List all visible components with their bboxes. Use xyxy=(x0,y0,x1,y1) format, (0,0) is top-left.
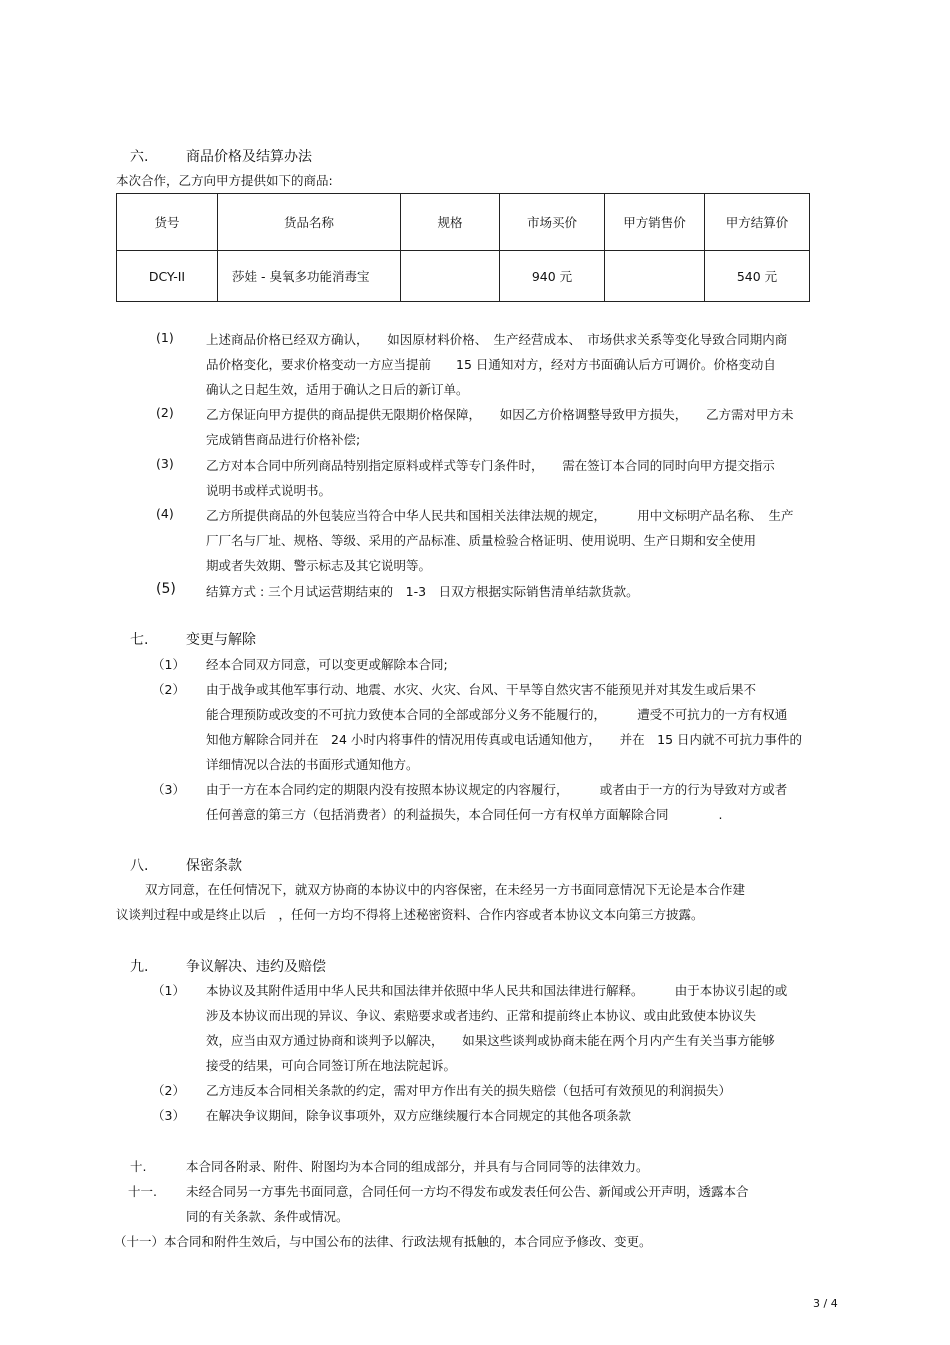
section-10-number: 十. xyxy=(130,1159,147,1174)
item-line: 说明书或样式说明书。 xyxy=(206,483,332,498)
item-number: (5) xyxy=(156,581,176,597)
table-header-cell: 货品名称 xyxy=(218,194,401,251)
table-header-cell: 甲方销售价 xyxy=(605,194,705,251)
section-6-intro: 本次合作，乙方向甲方提供如下的商品: xyxy=(116,173,333,188)
item-line: 确认之日起生效，适用于确认之日后的新订单。 xyxy=(206,382,469,397)
table-header-row xyxy=(117,194,810,251)
item-line: 本协议及其附件适用中华人民共和国法律并依照中华人民共和国法律进行解释。 由于本协议引起的或 xyxy=(206,983,788,998)
section-8-number: 八. xyxy=(130,858,149,874)
item-line: 上述商品价格已经双方确认， 如因原材料价格、 生产经营成本、 市场供求关系等变化导致合同期内商 xyxy=(206,332,788,347)
table-header-cell: 甲方结算价 xyxy=(705,194,810,251)
section-6-title: 商品价格及结算办法 xyxy=(186,149,312,165)
section-7-title: 变更与解除 xyxy=(186,632,256,648)
table-row xyxy=(117,251,810,302)
item-line: 乙方所提供商品的外包装应当符合中华人民共和国相关法律法规的规定， 用中文标明产品名称、 生产 xyxy=(206,508,794,523)
item-line: 完成销售商品进行价格补偿; xyxy=(206,432,361,447)
section-11-line: 未经合同另一方事先书面同意，合同任何一方均不得发布或发表任何公告、新闻或公开声明，透露本合 xyxy=(186,1184,749,1199)
item-line: 厂厂名与厂址、规格、等级、采用的产品标准、质量检验合格证明、使用说明、生产日期和安全使用 xyxy=(206,533,757,548)
item-number: (3) xyxy=(156,456,174,471)
item-number: （3） xyxy=(152,1108,185,1123)
item-line: 能合理预防或改变的不可抗力致使本合同的全部或部分义务不能履行的， 遭受不可抗力的一方有权通 xyxy=(206,707,788,722)
item-line: 由于一方在本合同约定的期限内没有按照本协议规定的内容履行， 或者由于一方的行为导致对方或者 xyxy=(206,782,788,797)
section-10-text: 本合同各附录、附件、附图均为本合同的组成部分，并具有与合同同等的法律效力。 xyxy=(186,1159,649,1174)
item-number: （2） xyxy=(152,1083,185,1098)
item-line: 涉及本协议而出现的异议、争议、索赔要求或者违约、正常和提前终止本协议、或由此致使本协议失 xyxy=(206,1008,757,1023)
item-line: 乙方保证向甲方提供的商品提供无限期价格保障， 如因乙方价格调整导致甲方损失， 乙方需对甲方未 xyxy=(206,407,794,422)
item-line: 经本合同双方同意，可以变更或解除本合同; xyxy=(206,657,448,672)
section-7-number: 七. xyxy=(130,632,149,648)
goods-table xyxy=(116,193,810,302)
item-line: 乙方违反本合同相关条款的约定，需对甲方作出有关的损失赔偿（包括可有效预见的利润损失） xyxy=(206,1083,732,1098)
item-number: (2) xyxy=(156,405,174,420)
item-line: 详细情况以合法的书面形式通知他方。 xyxy=(206,757,419,772)
table-cell: 540 元 xyxy=(705,251,810,302)
section-12-text: （十一）本合同和附件生效后，与中国公布的法律、行政法规有抵触的，本合同应予修改、变更。 xyxy=(114,1234,652,1249)
item-line: 知他方解除合同并在 24 小时内将事件的情况用传真或电话通知他方， 并在 15 日内就不可抗力事件的 xyxy=(206,732,803,747)
table-header-cell: 货号 xyxy=(117,194,218,251)
table-cell: 莎娃 - 臭氧多功能消毒宝 xyxy=(218,251,401,302)
item-line: 接受的结果，可向合同签订所在地法院起诉。 xyxy=(206,1058,457,1073)
table-cell xyxy=(605,251,705,302)
paragraph-line: 议谈判过程中或是终止以后 ，任何一方均不得将上述秘密资料、合作内容或者本协议文本向第三方披露。 xyxy=(116,907,704,922)
item-line: 乙方对本合同中所列商品特别指定原料或样式等专门条件时， 需在签订本合同的同时向甲方提交指示 xyxy=(206,458,775,473)
section-11-line: 同的有关条款、条件或情况。 xyxy=(186,1209,349,1224)
item-line: 结算方式 : 三个月试运营期结束的 1-3 日双方根据实际销售清单结款货款。 xyxy=(206,584,639,599)
table-cell: 940 元 xyxy=(500,251,605,302)
section-8-title: 保密条款 xyxy=(186,858,242,874)
table-cell xyxy=(401,251,500,302)
item-line: 在解决争议期间，除争议事项外，双方应继续履行本合同规定的其他各项条款 xyxy=(206,1108,632,1123)
paragraph-line: 双方同意，在任何情况下，就双方协商的本协议中的内容保密，在未经另一方书面同意情况下无论是本合作建 xyxy=(145,882,746,897)
section-6-number: 六. xyxy=(130,149,149,165)
item-number: (1) xyxy=(156,330,174,345)
item-line: 任何善意的第三方（包括消费者）的利益损失，本合同任何一方有权单方面解除合同 . xyxy=(206,807,723,822)
item-number: （2） xyxy=(152,682,185,697)
item-line: 由于战争或其他军事行动、地震、水灾、火灾、台风、干旱等自然灾害不能预见并对其发生或后果不 xyxy=(206,682,757,697)
section-9-title: 争议解决、违约及赔偿 xyxy=(186,959,326,975)
table-cell: DCY-II xyxy=(117,251,218,302)
section-11-number: 十一. xyxy=(128,1184,157,1199)
item-line: 品价格变化，要求价格变动一方应当提前 15 日通知对方，经对方书面确认后方可调价。价格变动自 xyxy=(206,357,776,372)
item-line: 效，应当由双方通过协商和谈判予以解决， 如果这些谈判或协商未能在两个月内产生有关当事方能够 xyxy=(206,1033,775,1048)
table-header-cell: 市场买价 xyxy=(500,194,605,251)
section-9-number: 九. xyxy=(130,959,149,975)
table-header-cell: 规格 xyxy=(401,194,500,251)
page-number: 3 / 4 xyxy=(813,1297,838,1310)
item-number: （1） xyxy=(152,657,185,672)
item-number: （1） xyxy=(152,983,185,998)
item-number: （3） xyxy=(152,782,185,797)
item-line: 期或者失效期、警示标志及其它说明等。 xyxy=(206,558,432,573)
item-number: (4) xyxy=(156,506,174,521)
